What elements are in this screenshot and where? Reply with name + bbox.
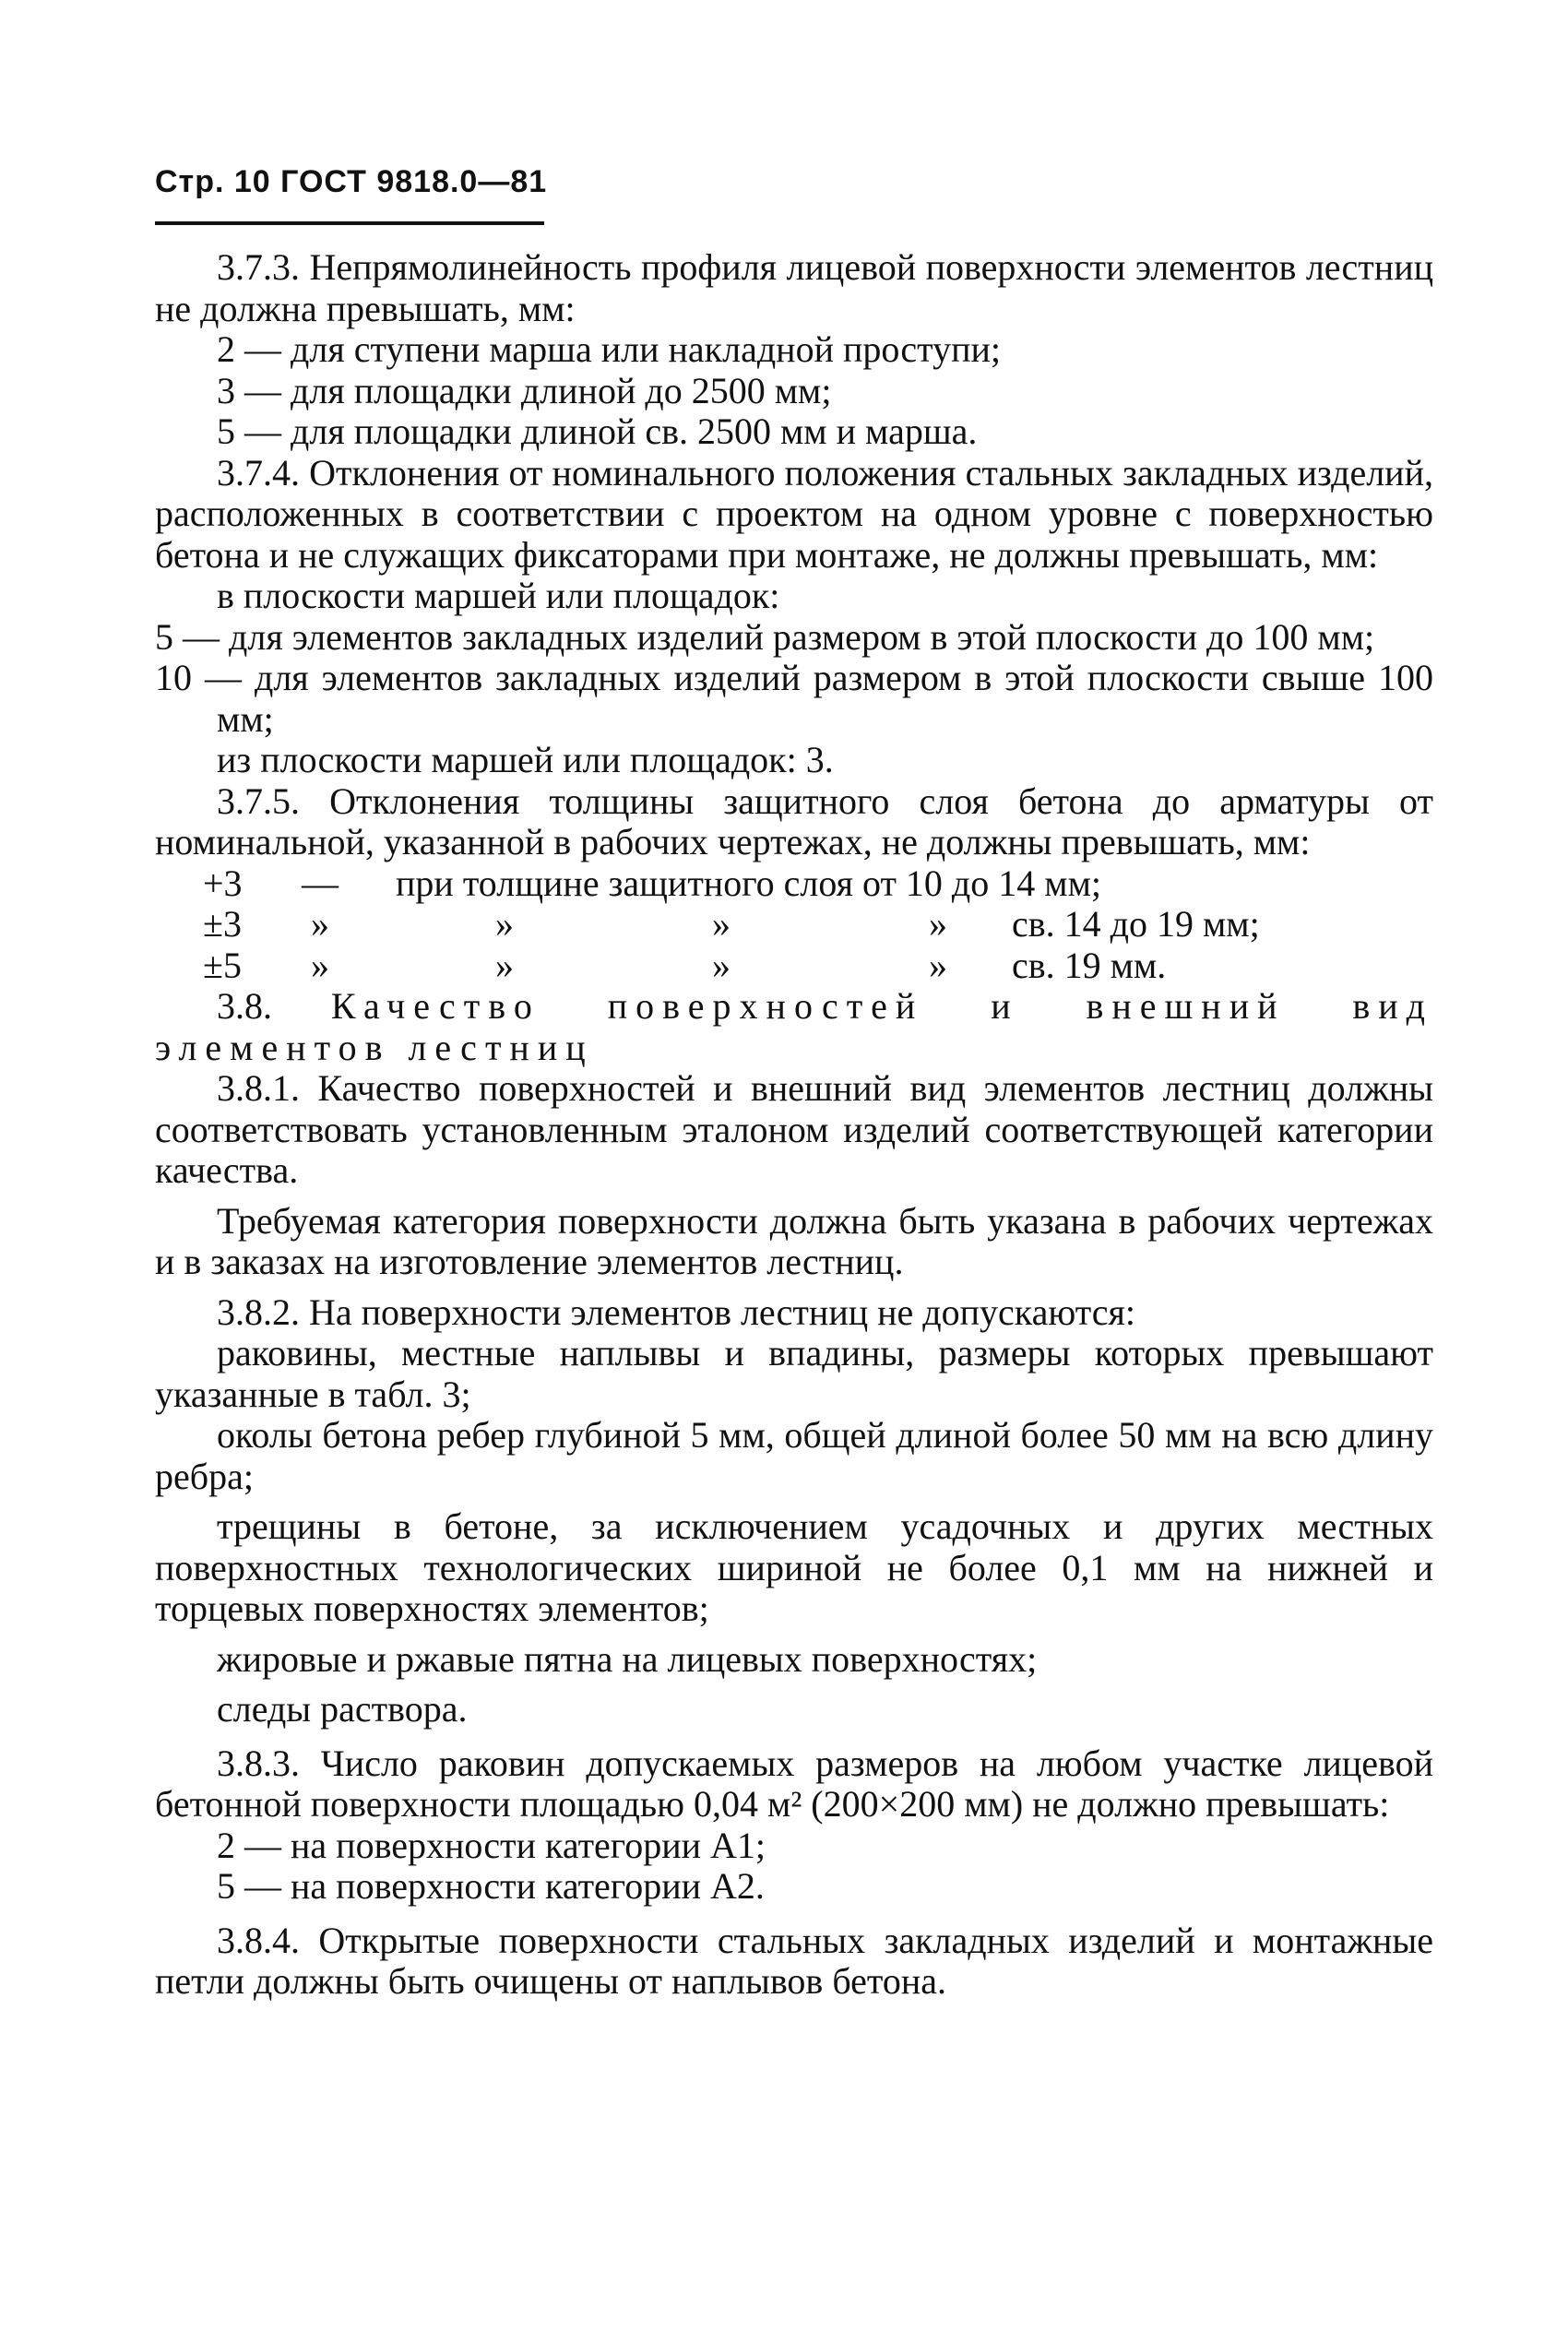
list-item: раковины, местные наплывы и впадины, размеры которых превышают указанные в табл. 3; <box>155 1332 1433 1415</box>
list-item: 5 — для площадки длиной св. 2500 мм и марша. <box>217 410 978 452</box>
clause-3-8-3: 3.8.3. Число раковин допускаемых размеров на любом участке лицевой бетонной поверхности площадью 0,04 м² (200×200 мм) не должно превышать: <box>155 1742 1433 1825</box>
list-item: в плоскости маршей или площадок: <box>217 575 780 616</box>
ditto-mark: » <box>495 944 514 986</box>
ditto-mark: » <box>712 944 731 986</box>
list-item: 5 — на поверхности категории А2. <box>217 1865 765 1907</box>
page-number: Стр. 10 <box>155 164 271 199</box>
tolerance-text: при толщине защитного слоя от 10 до 14 мм; <box>396 862 1102 904</box>
list-item: 3 — для площадки длиной до 2500 мм; <box>217 369 832 411</box>
document-body <box>155 247 1433 2003</box>
clause-3-8-2: 3.8.2. На поверхности элементов лестниц не допускаются: <box>217 1290 1135 1333</box>
ditto-mark: » <box>929 903 947 945</box>
tolerance-value: ±3 <box>203 903 242 945</box>
clause-3-7-5: 3.7.5. Отклонения толщины защитного слоя бетона до арматуры от номинальной, указанной в рабочих чертежах, не должны превышать, мм: <box>155 779 1433 862</box>
page-header <box>155 164 547 200</box>
list-item: 10 — для элементов закладных изделий размером в этой плоскости свыше 100 мм; <box>155 657 1433 740</box>
tolerance-row <box>155 945 1433 987</box>
tolerance-text: св. 14 до 19 мм; <box>1012 903 1260 945</box>
ditto-mark: » <box>311 903 329 945</box>
list-item: 2 — для ступени марша или накладной проступи; <box>217 328 1002 370</box>
clause-3-8-4: 3.8.4. Открытые поверхности стальных закладных изделий и монтажные петли должны быть очищены от наплывов бетона. <box>155 1919 1433 2002</box>
section-title: Качество поверхностей и внешний вид элементов лестниц <box>155 985 1434 1068</box>
list-item: трещины в бетоне, за исключением усадочных и других местных поверхностных технологических шириной не более 0,1 мм на нижней и торцевых поверхностях элементов; <box>155 1505 1433 1629</box>
paragraph: Требуемая категория поверхности должна быть указана в рабочих чертежах и в заказах на изготовление элементов лестниц. <box>155 1199 1433 1282</box>
ditto-mark: » <box>311 944 329 986</box>
tolerance-row <box>155 904 1433 945</box>
standard-code: ГОСТ 9818.0—81 <box>280 164 548 199</box>
ditto-mark: » <box>712 903 731 945</box>
list-item: из плоскости маршей или площадок: 3. <box>217 739 834 780</box>
tolerance-value: ±5 <box>203 944 242 986</box>
clause-3-8-1: 3.8.1. Качество поверхностей и внешний вид элементов лестниц должны соответствовать установленным эталоном изделий соответствующей категории качества. <box>155 1067 1433 1191</box>
section-3-8-heading <box>155 986 1433 1068</box>
clause-3-7-4: 3.7.4. Отклонения от номинального положения стальных закладных изделий, расположенных в соответствии с проектом на одном уровне с поверхностью бетона и не служащих фиксаторами при монтаже, не должны превышать, мм: <box>155 451 1433 576</box>
ditto-mark: » <box>929 944 947 986</box>
tolerance-value: +3 <box>203 862 243 904</box>
section-number: 3.8. <box>217 985 272 1027</box>
list-item: жировые и ржавые пятна на лицевых поверхностях; <box>217 1637 1038 1680</box>
list-item: околы бетона ребер глубиной 5 мм, общей длиной более 50 мм на всю длину ребра; <box>155 1414 1433 1497</box>
list-item: 5 — для элементов закладных изделий размером в этой плоскости до 100 мм; <box>155 615 1375 658</box>
list-item: 2 — на поверхности категории А1; <box>217 1824 766 1866</box>
header-divider <box>155 221 544 225</box>
tolerance-text: св. 19 мм. <box>1012 944 1167 986</box>
list-item: следы раствора. <box>217 1688 468 1730</box>
clause-3-7-3: 3.7.3. Непрямолинейность профиля лицевой поверхности элементов лестниц не должна превышать, мм: <box>155 246 1433 329</box>
dash: — <box>302 862 339 904</box>
tolerance-row <box>155 863 1433 905</box>
ditto-mark: » <box>495 903 514 945</box>
